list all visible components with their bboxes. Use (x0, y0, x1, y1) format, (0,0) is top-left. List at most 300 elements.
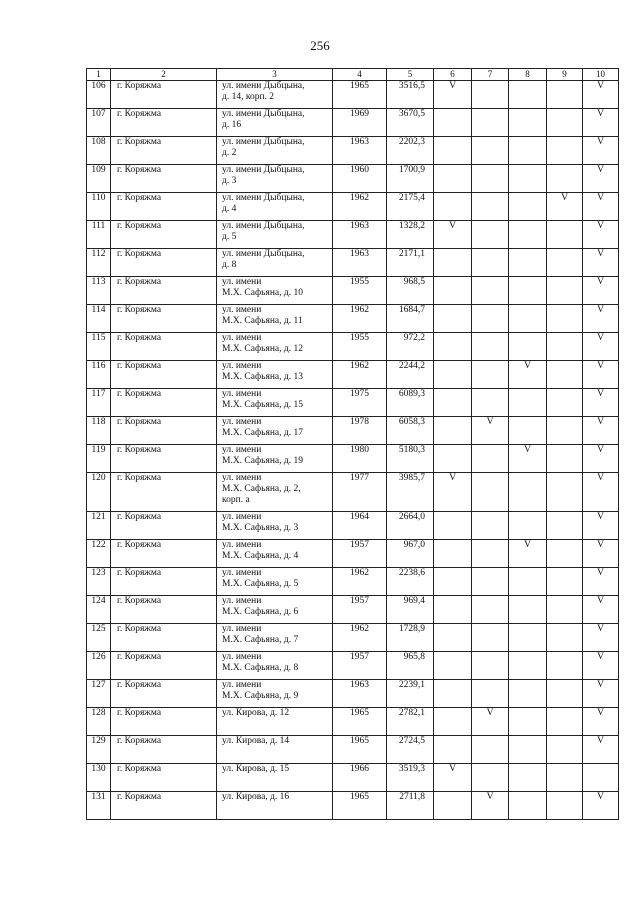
row-city: г. Коряжма (111, 680, 217, 708)
row-mark-9 (547, 596, 583, 624)
row-mark-6 (434, 540, 472, 568)
row-mark-7 (472, 389, 509, 417)
row-number: 131 (87, 792, 111, 820)
row-mark-6 (434, 596, 472, 624)
row-mark-7: V (472, 417, 509, 445)
row-address (217, 221, 333, 249)
address-line: д. 8 (222, 260, 237, 270)
row-mark-8 (509, 680, 547, 708)
row-mark-9 (547, 652, 583, 680)
address-line: М.Х. Сафьяна, д. 10 (222, 288, 303, 298)
column-header: 5 (387, 69, 434, 81)
row-mark-7 (472, 109, 509, 137)
table-row (87, 137, 619, 165)
address-line: ул. имени (222, 652, 262, 662)
row-year: 1964 (333, 512, 387, 540)
row-mark-10: V (583, 109, 619, 137)
row-mark-7: V (472, 792, 509, 820)
row-mark-7 (472, 568, 509, 596)
row-mark-6 (434, 305, 472, 333)
address-line: ул. имени (222, 417, 262, 427)
row-mark-10: V (583, 736, 619, 764)
address-line: М.Х. Сафьяна, д. 3 (222, 523, 299, 533)
row-city: г. Коряжма (111, 109, 217, 137)
row-number: 123 (87, 568, 111, 596)
row-mark-10: V (583, 389, 619, 417)
row-number: 116 (87, 361, 111, 389)
row-number: 110 (87, 193, 111, 221)
row-area: 967,0 (387, 540, 434, 568)
address-line: ул. имени (222, 389, 262, 399)
row-address (217, 361, 333, 389)
housing-table (86, 68, 619, 820)
row-address (217, 540, 333, 568)
row-area: 1728,9 (387, 624, 434, 652)
row-mark-8 (509, 389, 547, 417)
row-mark-10: V (583, 596, 619, 624)
address-line: ул. имени (222, 540, 262, 550)
table-row (87, 249, 619, 277)
row-mark-10: V (583, 333, 619, 361)
row-city: г. Коряжма (111, 277, 217, 305)
address-line: корп. а (222, 495, 250, 505)
row-mark-6: V (434, 764, 472, 792)
row-number: 121 (87, 512, 111, 540)
row-number: 112 (87, 249, 111, 277)
row-mark-6 (434, 165, 472, 193)
table-row (87, 417, 619, 445)
row-mark-6 (434, 445, 472, 473)
row-address (217, 417, 333, 445)
row-mark-7 (472, 624, 509, 652)
row-mark-7 (472, 333, 509, 361)
row-mark-6 (434, 568, 472, 596)
row-number: 108 (87, 137, 111, 165)
row-address (217, 512, 333, 540)
row-city: г. Коряжма (111, 165, 217, 193)
row-area: 2239,1 (387, 680, 434, 708)
row-mark-9 (547, 361, 583, 389)
row-address (217, 568, 333, 596)
row-mark-9 (547, 512, 583, 540)
row-mark-6 (434, 389, 472, 417)
row-mark-6 (434, 249, 472, 277)
row-area: 2171,1 (387, 249, 434, 277)
row-mark-10: V (583, 305, 619, 333)
address-line: М.Х. Сафьяна, д. 11 (222, 316, 303, 326)
row-mark-8 (509, 277, 547, 305)
address-line: ул. имени (222, 596, 262, 606)
row-area: 3670,5 (387, 109, 434, 137)
address-line: М.Х. Сафьяна, д. 8 (222, 663, 299, 673)
row-area: 3519,3 (387, 764, 434, 792)
row-mark-9 (547, 277, 583, 305)
row-mark-6 (434, 333, 472, 361)
table-row (87, 109, 619, 137)
row-mark-7 (472, 512, 509, 540)
row-mark-10: V (583, 792, 619, 820)
address-line: ул. имени (222, 624, 262, 634)
row-mark-9 (547, 473, 583, 512)
row-mark-6 (434, 417, 472, 445)
row-mark-8 (509, 473, 547, 512)
row-mark-10: V (583, 277, 619, 305)
column-header: 8 (509, 69, 547, 81)
row-mark-10 (583, 764, 619, 792)
row-mark-8 (509, 596, 547, 624)
row-mark-6 (434, 736, 472, 764)
row-address (217, 473, 333, 512)
row-mark-7 (472, 540, 509, 568)
row-mark-9 (547, 221, 583, 249)
row-mark-9 (547, 305, 583, 333)
row-address (217, 249, 333, 277)
table-row (87, 596, 619, 624)
row-mark-8 (509, 193, 547, 221)
table-row (87, 165, 619, 193)
row-mark-6 (434, 652, 472, 680)
column-header: 6 (434, 69, 472, 81)
row-city: г. Коряжма (111, 417, 217, 445)
row-year: 1977 (333, 473, 387, 512)
row-city: г. Коряжма (111, 568, 217, 596)
row-mark-7 (472, 596, 509, 624)
row-mark-6 (434, 137, 472, 165)
row-mark-9 (547, 81, 583, 109)
row-number: 127 (87, 680, 111, 708)
address-line: д. 5 (222, 232, 237, 242)
row-mark-9 (547, 165, 583, 193)
row-mark-7 (472, 165, 509, 193)
row-mark-8 (509, 417, 547, 445)
row-mark-9 (547, 540, 583, 568)
row-area: 2782,1 (387, 708, 434, 736)
address-line: ул. Кирова, д. 14 (222, 736, 290, 746)
row-year: 1962 (333, 193, 387, 221)
row-mark-8 (509, 764, 547, 792)
row-mark-6 (434, 361, 472, 389)
row-mark-8: V (509, 361, 547, 389)
row-mark-8 (509, 792, 547, 820)
row-area: 2724,5 (387, 736, 434, 764)
address-line: ул. имени Дыбцына, (222, 165, 305, 175)
row-year: 1963 (333, 137, 387, 165)
row-city: г. Коряжма (111, 193, 217, 221)
row-city: г. Коряжма (111, 652, 217, 680)
row-number: 107 (87, 109, 111, 137)
address-line: М.Х. Сафьяна, д. 13 (222, 372, 303, 382)
address-line: ул. имени (222, 680, 262, 690)
address-line: ул. Кирова, д. 15 (222, 764, 290, 774)
page-number: 256 (310, 38, 330, 53)
row-number: 118 (87, 417, 111, 445)
address-line: ул. имени Дыбцына, (222, 249, 305, 259)
address-line: ул. имени (222, 568, 262, 578)
row-mark-10: V (583, 568, 619, 596)
row-mark-6 (434, 680, 472, 708)
address-line: ул. имени Дыбцына, (222, 81, 305, 91)
row-mark-8 (509, 249, 547, 277)
row-mark-10: V (583, 81, 619, 109)
row-year: 1960 (333, 165, 387, 193)
row-mark-10: V (583, 540, 619, 568)
address-line: ул. Кирова, д. 16 (222, 792, 290, 802)
row-area: 969,4 (387, 596, 434, 624)
row-mark-6 (434, 624, 472, 652)
address-line: ул. имени Дыбцына, (222, 221, 305, 231)
row-city: г. Коряжма (111, 445, 217, 473)
table-row (87, 568, 619, 596)
row-area: 1700,9 (387, 165, 434, 193)
row-mark-7 (472, 736, 509, 764)
row-mark-6 (434, 708, 472, 736)
row-mark-10: V (583, 473, 619, 512)
table-row (87, 81, 619, 109)
row-address (217, 652, 333, 680)
row-number: 124 (87, 596, 111, 624)
row-year: 1955 (333, 333, 387, 361)
row-area: 1328,2 (387, 221, 434, 249)
address-line: д. 16 (222, 120, 242, 130)
row-address (217, 165, 333, 193)
column-header: 4 (333, 69, 387, 81)
row-area: 968,5 (387, 277, 434, 305)
row-year: 1978 (333, 417, 387, 445)
row-area: 3985,7 (387, 473, 434, 512)
row-area: 2711,8 (387, 792, 434, 820)
row-city: г. Коряжма (111, 137, 217, 165)
row-mark-8 (509, 305, 547, 333)
row-year: 1962 (333, 568, 387, 596)
address-line: М.Х. Сафьяна, д. 2, (222, 484, 301, 494)
table-row (87, 624, 619, 652)
row-address (217, 708, 333, 736)
row-mark-9 (547, 389, 583, 417)
row-mark-7 (472, 764, 509, 792)
row-mark-10: V (583, 652, 619, 680)
row-year: 1965 (333, 81, 387, 109)
row-number: 113 (87, 277, 111, 305)
row-year: 1969 (333, 109, 387, 137)
row-mark-8 (509, 333, 547, 361)
row-city: г. Коряжма (111, 305, 217, 333)
address-line: ул. имени Дыбцына, (222, 137, 305, 147)
column-header: 2 (111, 69, 217, 81)
row-year: 1980 (333, 445, 387, 473)
address-line: ул. имени (222, 305, 262, 315)
row-mark-10: V (583, 137, 619, 165)
column-header: 1 (87, 69, 111, 81)
table-row (87, 736, 619, 764)
row-mark-9 (547, 624, 583, 652)
row-number: 119 (87, 445, 111, 473)
row-mark-7 (472, 473, 509, 512)
row-mark-8 (509, 624, 547, 652)
row-number: 126 (87, 652, 111, 680)
row-mark-7: V (472, 708, 509, 736)
row-mark-8 (509, 221, 547, 249)
row-number: 109 (87, 165, 111, 193)
row-area: 2244,2 (387, 361, 434, 389)
row-mark-7 (472, 361, 509, 389)
row-city: г. Коряжма (111, 389, 217, 417)
row-mark-10: V (583, 221, 619, 249)
row-year: 1975 (333, 389, 387, 417)
table-row (87, 708, 619, 736)
row-mark-7 (472, 305, 509, 333)
address-line: ул. имени (222, 333, 262, 343)
row-city: г. Коряжма (111, 736, 217, 764)
table-row (87, 193, 619, 221)
row-mark-6: V (434, 81, 472, 109)
row-area: 2238,6 (387, 568, 434, 596)
row-mark-6 (434, 109, 472, 137)
row-area: 6058,3 (387, 417, 434, 445)
table-header-row (87, 69, 619, 81)
row-number: 128 (87, 708, 111, 736)
table-row (87, 764, 619, 792)
row-mark-8 (509, 708, 547, 736)
row-mark-7 (472, 137, 509, 165)
row-area: 2202,3 (387, 137, 434, 165)
row-address (217, 624, 333, 652)
table-body (87, 81, 619, 820)
row-year: 1962 (333, 624, 387, 652)
address-line: ул. имени (222, 277, 262, 287)
row-number: 106 (87, 81, 111, 109)
row-address (217, 445, 333, 473)
row-mark-10: V (583, 361, 619, 389)
row-number: 129 (87, 736, 111, 764)
table-row (87, 680, 619, 708)
table-row (87, 473, 619, 512)
row-mark-8 (509, 736, 547, 764)
row-mark-7 (472, 652, 509, 680)
row-address (217, 596, 333, 624)
column-header: 3 (217, 69, 333, 81)
table-row (87, 305, 619, 333)
row-year: 1963 (333, 249, 387, 277)
address-line: М.Х. Сафьяна, д. 9 (222, 691, 299, 701)
row-mark-10: V (583, 165, 619, 193)
row-city: г. Коряжма (111, 708, 217, 736)
row-area: 3516,5 (387, 81, 434, 109)
row-city: г. Коряжма (111, 473, 217, 512)
row-address (217, 137, 333, 165)
row-year: 1957 (333, 652, 387, 680)
column-header: 7 (472, 69, 509, 81)
address-line: М.Х. Сафьяна, д. 17 (222, 428, 303, 438)
row-address (217, 389, 333, 417)
row-city: г. Коряжма (111, 333, 217, 361)
row-mark-7 (472, 249, 509, 277)
table-row (87, 512, 619, 540)
row-city: г. Коряжма (111, 764, 217, 792)
row-year: 1965 (333, 708, 387, 736)
row-year: 1966 (333, 764, 387, 792)
row-mark-8 (509, 109, 547, 137)
row-year: 1962 (333, 305, 387, 333)
table-row (87, 540, 619, 568)
row-mark-10: V (583, 708, 619, 736)
row-address (217, 305, 333, 333)
row-mark-9 (547, 445, 583, 473)
row-mark-7 (472, 277, 509, 305)
address-line: ул. имени (222, 445, 262, 455)
address-line: ул. имени Дыбцына, (222, 193, 305, 203)
row-city: г. Коряжма (111, 624, 217, 652)
row-year: 1965 (333, 792, 387, 820)
row-mark-10: V (583, 417, 619, 445)
row-city: г. Коряжма (111, 540, 217, 568)
row-mark-8: V (509, 445, 547, 473)
row-mark-10: V (583, 624, 619, 652)
address-line: ул. имени (222, 361, 262, 371)
table-row (87, 445, 619, 473)
row-city: г. Коряжма (111, 221, 217, 249)
row-mark-8: V (509, 540, 547, 568)
row-mark-9 (547, 249, 583, 277)
row-address (217, 109, 333, 137)
row-address (217, 736, 333, 764)
table-row (87, 333, 619, 361)
row-mark-7 (472, 445, 509, 473)
row-mark-7 (472, 81, 509, 109)
row-city: г. Коряжма (111, 249, 217, 277)
row-address (217, 792, 333, 820)
row-city: г. Коряжма (111, 361, 217, 389)
table-row (87, 361, 619, 389)
row-number: 120 (87, 473, 111, 512)
row-address (217, 81, 333, 109)
address-line: д. 2 (222, 148, 237, 158)
row-mark-7 (472, 680, 509, 708)
row-mark-8 (509, 81, 547, 109)
row-mark-7 (472, 221, 509, 249)
row-area: 2664,0 (387, 512, 434, 540)
row-mark-6 (434, 792, 472, 820)
row-mark-9 (547, 680, 583, 708)
row-number: 111 (87, 221, 111, 249)
address-line: М.Х. Сафьяна, д. 4 (222, 551, 299, 561)
row-mark-9 (547, 568, 583, 596)
row-mark-6: V (434, 473, 472, 512)
row-mark-6 (434, 512, 472, 540)
row-mark-9 (547, 109, 583, 137)
table-row (87, 389, 619, 417)
row-mark-9 (547, 736, 583, 764)
address-line: ул. Кирова, д. 12 (222, 708, 290, 718)
row-mark-10: V (583, 249, 619, 277)
row-mark-10: V (583, 193, 619, 221)
row-number: 125 (87, 624, 111, 652)
row-number: 130 (87, 764, 111, 792)
row-year: 1957 (333, 596, 387, 624)
table-row (87, 221, 619, 249)
table-row (87, 792, 619, 820)
address-line: М.Х. Сафьяна, д. 19 (222, 456, 303, 466)
row-city: г. Коряжма (111, 512, 217, 540)
row-address (217, 277, 333, 305)
address-line: д. 4 (222, 204, 237, 214)
row-city: г. Коряжма (111, 792, 217, 820)
row-area: 965,8 (387, 652, 434, 680)
row-city: г. Коряжма (111, 596, 217, 624)
address-line: М.Х. Сафьяна, д. 7 (222, 635, 299, 645)
row-mark-9: V (547, 193, 583, 221)
row-year: 1955 (333, 277, 387, 305)
row-year: 1963 (333, 680, 387, 708)
